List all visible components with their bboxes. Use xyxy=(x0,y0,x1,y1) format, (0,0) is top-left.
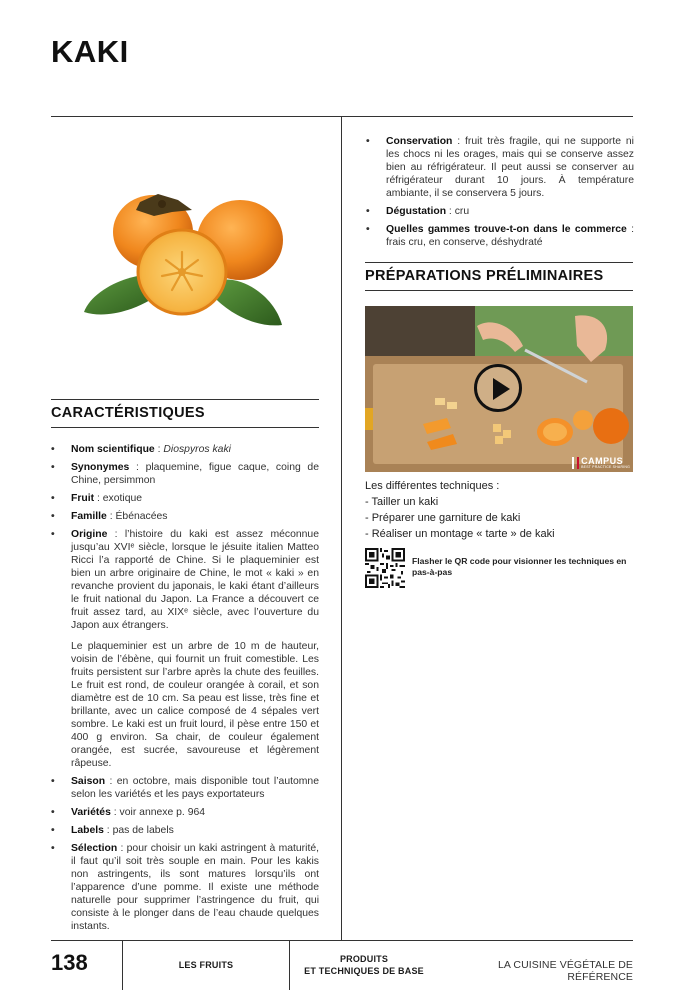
technique-item: - Réaliser un montage « tarte » de kaki xyxy=(365,528,555,540)
list-item: • Famille : Ébénacées xyxy=(51,511,168,522)
footer-rule xyxy=(51,940,633,941)
list-item: • Sélection : pour choisir un kaki astringent à maturité, il faut qu’il soit très souple en main. Pour les kakis non astringents, ils sont matures lorsqu’ils ont l’apparence d’une pomme. Il existe une méthode naturelle pour supprimer l’astringence du fruit, qui consiste à le plonger dans de l’eau chaude quelques instants. xyxy=(51,843,319,932)
kaki-fruit-image xyxy=(80,180,290,340)
techniques-intro: Les différentes techniques : xyxy=(365,480,500,492)
list-item: • Fruit : exotique xyxy=(51,493,143,504)
prep-rule-top xyxy=(365,262,633,263)
top-rule xyxy=(51,116,633,117)
page-number: 138 xyxy=(51,950,88,975)
footer-chapter-line1: PRODUITS xyxy=(339,954,389,964)
characteristics-heading: CARACTÉRISTIQUES xyxy=(51,405,205,421)
list-item: • Saison : en octobre, mais disponible tout l’automne selon les variétés et les pays exportateurs xyxy=(51,776,319,800)
origin-paragraph-2: Le plaqueminier est un arbre de 10 m de hauteur, voisin de l’ébène, qui fournit un fruit comestible. Les fruits persistent sur l’arbre après la chute des feuilles. Le fruit est rond, de couleur orangée à corail, et son diamètre est de 10 cm. Sa peau est lisse, très fine et brillante, avec un calice composé de 4 sépales vert sombre. Le kaki est un fruit lourd, il pèse entre 150 et 400 g environ. Sa chair, de couleur également orangée, est sucrée, savoureuse et légèrement râpeuse. xyxy=(71,641,319,769)
video-thumbnail[interactable] xyxy=(365,306,633,472)
list-item: • Conservation : fruit très fragile, qui ne supporte ni les chocs ni les orages, mais qui se conserve assez bien au réfrigérateur. Il peut aussi se conserver au réfrigérateur durant 10 jours. À température ambiante, il se conservera 5 jours. xyxy=(366,136,634,199)
techniques-block xyxy=(365,478,633,542)
column-divider xyxy=(341,116,342,940)
campus-brand: CAMPUS xyxy=(581,455,624,466)
list-item: • Variétés : voir annexe p. 964 xyxy=(51,807,206,818)
footer-chapter-line2: ET TECHNIQUES DE BASE xyxy=(304,966,424,976)
footer-section: LES FRUITS xyxy=(178,960,234,970)
section-rule-top xyxy=(51,399,319,400)
characteristics-list xyxy=(51,443,319,938)
techniques-list xyxy=(365,494,633,542)
list-item: • Labels : pas de labels xyxy=(51,825,174,836)
list-item: • Dégustation : cru xyxy=(366,206,470,217)
play-icon[interactable] xyxy=(474,364,522,412)
conservation-list xyxy=(366,135,634,254)
qr-code[interactable] xyxy=(365,548,405,588)
section-rule-bottom xyxy=(51,427,319,428)
campus-logo xyxy=(572,457,630,470)
qr-caption: Flasher le QR code pour visionner les techniques en pas-à-pas xyxy=(412,556,627,577)
list-item: • Origine : l’histoire du kaki est assez méconnue jusqu’au XVIᵉ siècle, lorsque le jésuite italien Matteo Ricci l’a rapporté de Chine. Si le plaqueminier est bien un arbre originaire de Chine, le mot « kaki » en revanche provient du japonais, le kaki étant d’ailleurs le fruit national du Japon. La France a découvert ce fruit assez tard, au XIXᵉ siècle, avec l’ouverture du Japon aux étrangers. Le plaqueminier est un arbre de 10 m de hauteur, voisin de l’ébène, qui fournit un fruit comestible. Les fruits persistent sur l’arbre après la chute des feuilles. Le fruit est rond, de couleur orangée à corail, et son diamètre est de 10 cm. Sa peau est lisse, très fine et brillante, avec un calice composé de 4 sépales vert sombre. Le kaki est un fruit lourd, il pèse entre 150 et 400 g environ. Sa chair, de couleur également orangée, est sucrée, savoureuse et légèrement râpeuse. xyxy=(51,529,319,769)
technique-item: - Tailler un kaki xyxy=(365,496,439,508)
campus-logo-icon xyxy=(572,457,579,469)
footer-book-title: LA CUISINE VÉGÉTALE DE RÉFÉRENCE xyxy=(497,959,633,983)
preparations-heading: PRÉPARATIONS PRÉLIMINAIRES xyxy=(365,268,604,284)
list-item: • Nom scientifique : Diospyros kaki xyxy=(51,444,231,455)
footer-chapter xyxy=(290,953,438,977)
prep-rule-bottom xyxy=(365,290,633,291)
campus-tagline: BEST PRACTICE SHARING xyxy=(581,464,630,469)
list-item: • Quelles gammes trouve-t-on dans le commerce : frais cru, en conserve, déshydraté xyxy=(366,224,634,248)
list-item: • Synonymes : plaquemine, figue caque, coing de Chine, persimmon xyxy=(51,462,319,486)
technique-item: - Préparer une garniture de kaki xyxy=(365,512,521,524)
footer-separator xyxy=(122,941,123,990)
page-title: KAKI xyxy=(51,34,129,69)
